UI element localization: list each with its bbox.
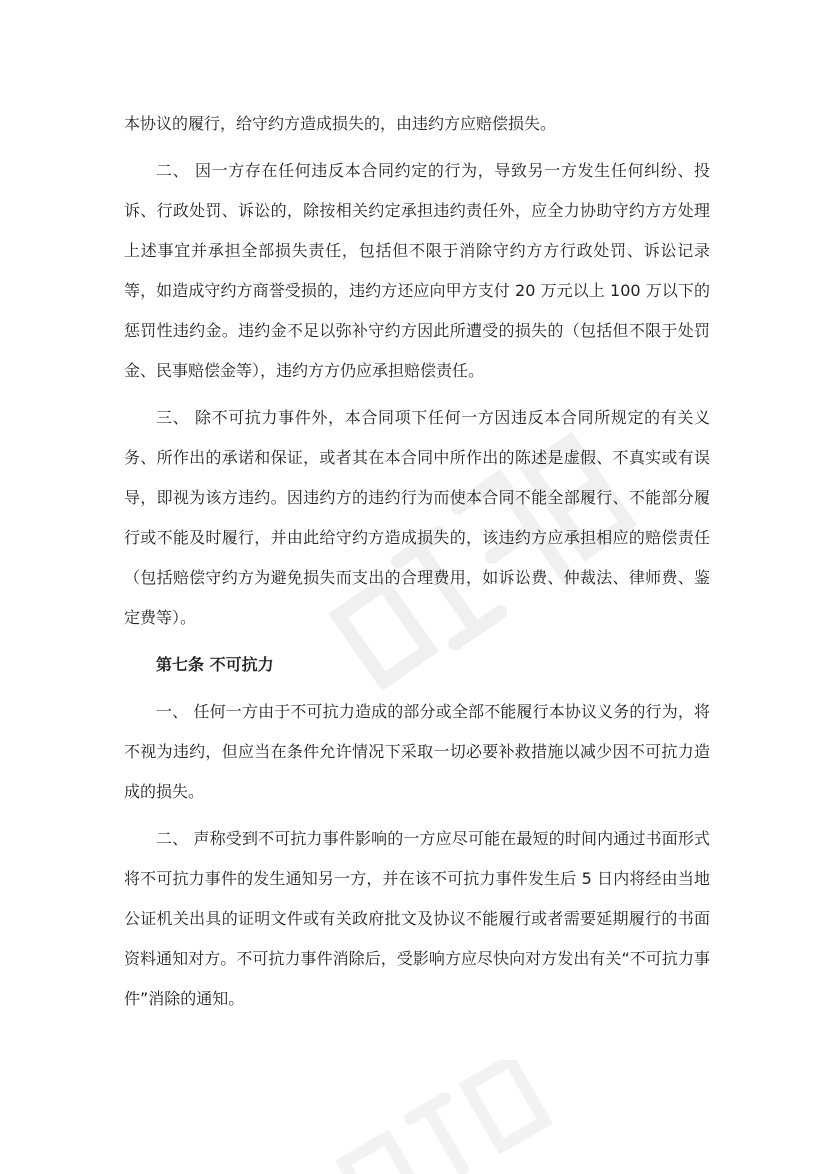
paragraph-gap — [124, 685, 710, 692]
force-majeure-clause-one: 一、 任何一方由于不可抗力造成的部分或全部不能履行本协议义务的行为，将不视为违约，但应当在条件允许情况下采取一切必要补救措施以减少因不可抗力造成的损失。 — [124, 702, 710, 801]
document-body — [124, 104, 710, 1019]
force-majeure-clause-two: 二、 声称受到不可抗力事件影响的一方应尽可能在最短的时间内通过书面形式将不可抗力事件的发生通知另一方，并在该不可抗力事件发生后 5 日内将经由当地公证机关出具的证明文件或有关政府批文及协议不能履行或者需要延期履行的书面资料通知对方。不可抗力事件消除后，受影响方应尽快向对方发出有关“不可抗力事件”消除的通知。 — [124, 829, 710, 1008]
watermark-logo-bottom — [310, 1060, 570, 1174]
paragraph-gap — [124, 812, 710, 819]
article-seven-heading: 第七条 不可抗力 — [156, 655, 274, 674]
paragraph-continuation: 本协议的履行，给守约方造成损失的，由违约方应赔偿损失。 — [124, 114, 557, 133]
clause-three-breach: 三、 除不可抗力事件外，本合同项下任何一方因违反本合同所规定的有关义务、所作出的承诺和保证，或者其在本合同中所作出的陈述是虚假、不真实或有误导，即视为该方违约。因违约方的违约行为而使本合同不能全部履行、不能部分履行或不能及时履行，并由此给守约方造成损失的，该违约方应承担相应的赔偿责任（包括赔偿守约方为避免损失而支出的合理费用，如诉讼费、仲裁法、律师费、鉴定费等）。 — [124, 408, 710, 627]
clause-two-breach: 二、 因一方存在任何违反本合同约定的行为，导致另一方发生任何纠纷、投诉、行政处罚、诉讼的，除按相关约定承担违约责任外，应全力协助守约方方处理上述事宜并承担全部损失责任，包括但不限于消除守约方方行政处罚、诉讼记录等，如造成守约方商誉受损的，违约方还应向甲方支付 20 万元以上 100 万以下的惩罚性违约金。违约金不足以弥补守约方因此所遭受的损失的（包括但不限于处罚金、民事赔偿金等），违约方方仍应承担赔偿责任。 — [124, 161, 710, 380]
paragraph-gap — [124, 144, 710, 151]
paragraph-gap — [124, 391, 710, 398]
paragraph-gap — [124, 638, 710, 645]
